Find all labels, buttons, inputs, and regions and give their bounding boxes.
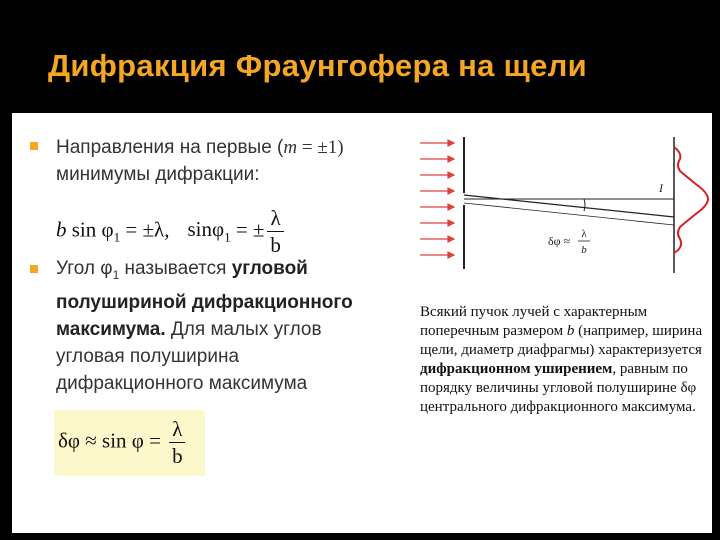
bullet-2-line-5: дифракционного максимума [56, 372, 308, 394]
angle-arc [584, 199, 585, 211]
bullet-2-text [56, 255, 353, 397]
bullet-2-line-4: угловая полуширина [56, 345, 240, 367]
formula-minima: b $\sin \varphi_1 = \pm\lambda$, sinφ$_1$ = ± $\frac{\lambda}{b}$ [56, 205, 284, 258]
angle-label: δφ ≈ [548, 234, 571, 248]
m-symbol: m [283, 137, 298, 158]
bullet-2-line-1: Угол $\varphi_1$ называется угловой [56, 258, 308, 282]
diffraction-diagram [412, 133, 712, 283]
slide-body [12, 113, 712, 533]
incident-rays [420, 140, 454, 258]
page-title: Дифракция Фраунгофера на щели [48, 48, 587, 83]
bullet-2-line-3: максимума. Для малых углов [56, 318, 322, 340]
bullet-marker-1 [30, 142, 38, 150]
bullet-1-line-2: минимумы дифракции: [56, 164, 260, 185]
bullet-1-text [56, 134, 344, 188]
bullet-2-line-2: полушириной дифракционного [56, 291, 353, 313]
title-bar [0, 0, 720, 113]
formula-2-fraction: $\frac{\lambda}{b}$ [169, 416, 185, 469]
side-note: Всякий пучок лучей с характерным поперечным размером b (например, ширина щели, диаметр диафрагмы) характеризуется дифракционном уширением, равным по порядку величины угловой полуширине δφ центрального дифракционного максимума. [420, 304, 703, 415]
bullet-marker-2 [30, 265, 38, 273]
formula-1-fraction: $\frac{\lambda}{b}$ [267, 205, 283, 258]
angle-den: b [581, 244, 587, 256]
intensity-curve [674, 147, 708, 253]
bullet-1-line-1: Направления на первые (m = ±1) [56, 137, 344, 158]
angle-num: λ [581, 228, 587, 240]
intensity-label: I [659, 181, 663, 195]
formula-halfwidth: δφ ≈ sin φ = $\frac{\lambda}{b}$ [58, 416, 185, 469]
